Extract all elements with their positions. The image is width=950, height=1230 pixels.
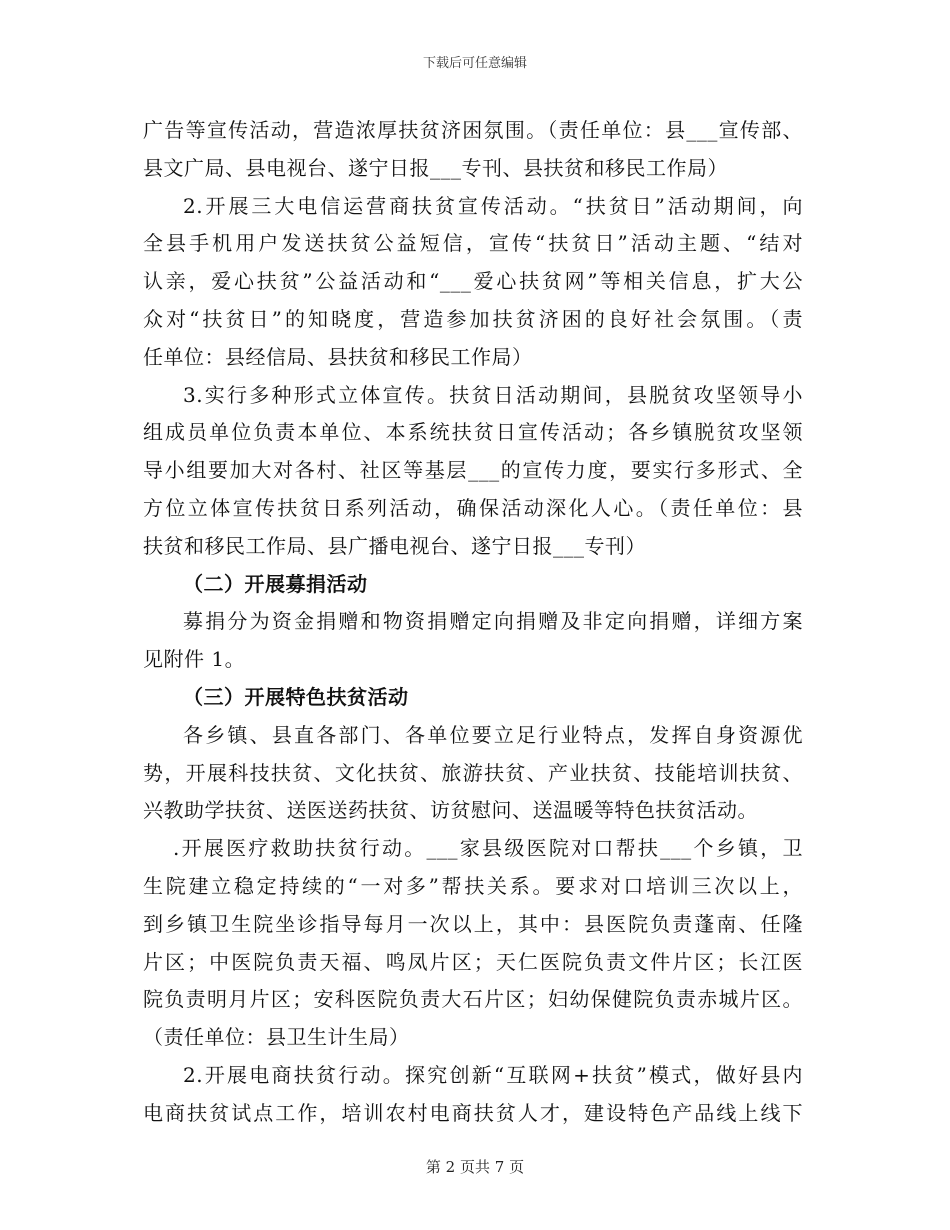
body-line: 导小组要加大对各村、社区等基层___的宣传力度，要实行多形式、全	[143, 458, 803, 483]
page-header: 下载后可任意编辑	[422, 56, 527, 71]
body-line: 见附件 1。	[143, 647, 246, 672]
body-line: 任单位：县经信局、县扶贫和移民工作局）	[143, 344, 533, 369]
section-heading: （三）开展特色扶贫活动	[183, 684, 409, 709]
page-footer: 第 2 页共 7 页	[425, 1158, 525, 1176]
body-line: 各乡镇、县直各部门、各单位要立足行业特点，发挥自身资源优	[183, 722, 803, 747]
section-heading: （二）开展募捐活动	[183, 571, 368, 596]
body-line: 片区；中医院负责天福、鸣凤片区；天仁医院负责文件片区；长江医	[143, 949, 803, 974]
body-line: .开展医疗救助扶贫行动。___家县级医院对口帮扶___个乡镇，卫	[173, 836, 803, 861]
body-line: 认亲，爱心扶贫”公益活动和“___爱心扶贫网”等相关信息，扩大公	[143, 269, 803, 294]
body-line: 募捐分为资金捐赠和物资捐赠定向捐赠及非定向捐赠，详细方案	[183, 609, 803, 634]
body-line: 2.开展电商扶贫行动。探究创新“互联网+扶贫”模式，做好县内	[183, 1062, 803, 1087]
body-line: 县文广局、县电视台、遂宁日报___专刊、县扶贫和移民工作局）	[143, 155, 728, 180]
body-line: 2.开展三大电信运营商扶贫宣传活动。“扶贫日”活动期间，向	[183, 193, 803, 218]
body-line: 电商扶贫试点工作，培训农村电商扶贫人才，建设特色产品线上线下	[143, 1100, 803, 1125]
body-line: 到乡镇卫生院坐诊指导每月一次以上，其中：县医院负责蓬南、任隆	[143, 911, 803, 936]
body-line: 众对“扶贫日”的知晓度，营造参加扶贫济困的良好社会氛围。（责	[143, 306, 803, 331]
body-line: 扶贫和移民工作局、县广播电视台、遂宁日报___专刊）	[143, 533, 646, 558]
body-line: 3.实行多种形式立体宣传。扶贫日活动期间，县脱贫攻坚领导小	[183, 382, 803, 407]
document-body	[143, 112, 803, 1133]
body-line: 方位立体宣传扶贫日系列活动，确保活动深化人心。（责任单位：县	[143, 495, 803, 520]
body-line: 生院建立稳定持续的“一对多”帮扶关系。要求对口培训三次以上，	[143, 873, 803, 898]
body-line: 组成员单位负责本单位、本系统扶贫日宣传活动；各乡镇脱贫攻坚领	[143, 420, 803, 445]
body-line: 院负责明月片区；安科医院负责大石片区；妇幼保健院负责赤城片区。	[143, 987, 803, 1012]
body-line: （责任单位：县卫生计生局）	[143, 1025, 410, 1050]
body-line: 全县手机用户发送扶贫公益短信，宣传“扶贫日”活动主题、“结对	[143, 231, 803, 256]
body-line: 势，开展科技扶贫、文化扶贫、旅游扶贫、产业扶贫、技能培训扶贫、	[143, 760, 803, 785]
body-line: 广告等宣传活动，营造浓厚扶贫济困氛围。（责任单位：县___宣传部、	[143, 118, 803, 142]
body-line: 兴教助学扶贫、送医送药扶贫、访贫慰问、送温暖等特色扶贫活动。	[143, 798, 758, 823]
